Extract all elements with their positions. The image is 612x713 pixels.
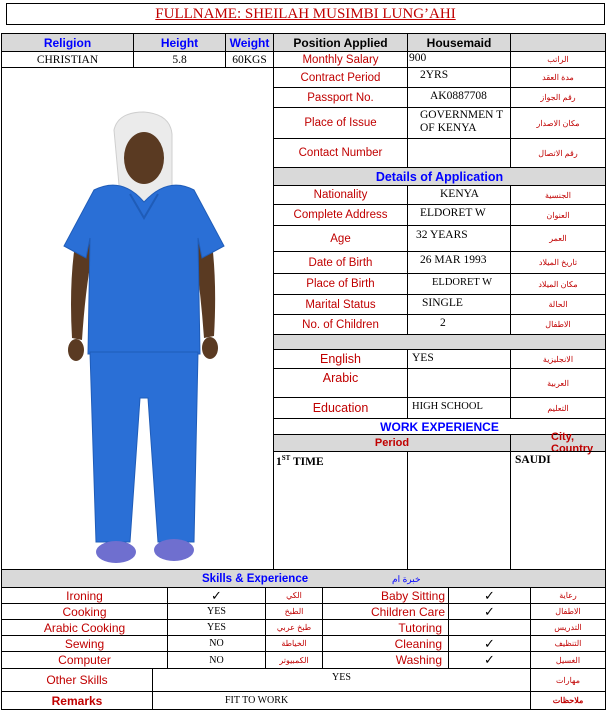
skill-computer-label: Computer xyxy=(1,651,168,669)
place-of-birth-label: Place of Birth xyxy=(273,273,408,295)
english-arabic: الانجليزية xyxy=(510,349,606,369)
candidate-photo xyxy=(2,68,273,569)
skill-baby-sitting-value: ✓ xyxy=(448,587,531,604)
skill-sewing-label: Sewing xyxy=(1,635,168,652)
skills-header xyxy=(1,569,606,588)
skill-computer-value: NO xyxy=(167,651,266,669)
english-label: English xyxy=(273,349,408,369)
arabic-value xyxy=(407,368,511,398)
skill-tutoring-label: Tutoring xyxy=(322,619,449,636)
skill-ironing-value: ✓ xyxy=(167,587,266,604)
education-label: Education xyxy=(273,397,408,419)
skill-ironing-arabic: الكي xyxy=(265,587,323,604)
skill-sewing-arabic: الخياطة xyxy=(265,635,323,652)
passport-no-arabic: رقم الجواز xyxy=(510,87,606,108)
period-header: Period xyxy=(273,434,511,452)
contact-number-label: Contact Number xyxy=(273,138,408,168)
work-period-number: 1 xyxy=(276,455,282,468)
page-title xyxy=(6,3,605,25)
no-of-children-label: No. of Children xyxy=(273,314,408,335)
position-header: Position Applied xyxy=(273,33,408,52)
no-of-children-value: 2 xyxy=(407,314,511,335)
age-label: Age xyxy=(273,225,408,252)
monthly-salary-value: 900 xyxy=(407,51,511,68)
place-of-birth-arabic: مكان الميلاد xyxy=(510,273,606,295)
spacer-bar xyxy=(273,334,606,350)
skill-children-care-value: ✓ xyxy=(448,603,531,620)
date-of-birth-arabic: تاريخ الميلاد xyxy=(510,251,606,274)
other-skills-value: YES xyxy=(152,668,531,692)
complete-address-value: ELDORET W xyxy=(407,204,511,226)
marital-status-value: SINGLE xyxy=(407,294,511,315)
skill-cleaning-arabic: التنظيف xyxy=(530,635,606,652)
skill-baby-sitting-label: Baby Sitting xyxy=(322,587,449,604)
religion-header: Religion xyxy=(1,33,134,52)
skill-baby-sitting-arabic: رعاية xyxy=(530,587,606,604)
skill-cleaning-label: Cleaning xyxy=(322,635,449,652)
date-of-birth-value: 26 MAR 1993 xyxy=(407,251,511,274)
marital-status-arabic: الحالة xyxy=(510,294,606,315)
skill-arabic-cooking-arabic: طبخ عربي xyxy=(265,619,323,636)
details-header: Details of Application xyxy=(273,167,606,186)
contact-number-value xyxy=(407,138,511,168)
work-city-cell: SAUDI xyxy=(510,451,606,570)
place-of-issue-arabic: مكان الاصدار xyxy=(510,107,606,139)
place-of-issue-value: GOVERNMEN T OF KENYA xyxy=(407,107,511,139)
nationality-arabic: الجنسية xyxy=(510,185,606,205)
skill-washing-label: Washing xyxy=(322,651,449,669)
work-period-cell xyxy=(273,451,408,570)
work-experience-header: WORK EXPERIENCE xyxy=(273,418,606,435)
education-value: HIGH SCHOOL xyxy=(407,397,511,419)
skill-cooking-value: YES xyxy=(167,603,266,620)
skill-tutoring-value xyxy=(448,619,531,636)
city-country-header: City, Country xyxy=(510,434,606,452)
skill-washing-value: ✓ xyxy=(448,651,531,669)
monthly-salary-arabic: الراتب xyxy=(510,51,606,68)
contact-number-arabic: رقم الاتصال xyxy=(510,138,606,168)
no-of-children-arabic: الاطفال xyxy=(510,314,606,335)
skill-children-care-label: Children Care xyxy=(322,603,449,620)
passport-no-value: AK0887708 xyxy=(407,87,511,108)
other-skills-arabic: مهارات xyxy=(530,668,606,692)
place-of-birth-value: ELDORET W xyxy=(407,273,511,295)
other-skills-label: Other Skills xyxy=(1,668,153,692)
weight-header: Weight xyxy=(225,33,274,52)
work-middle-cell xyxy=(407,451,511,570)
passport-no-label: Passport No. xyxy=(273,87,408,108)
skill-ironing-label: Ironing xyxy=(1,587,168,604)
skills-header-text: Skills & Experience xyxy=(202,573,309,585)
remarks-arabic: ملاحظات xyxy=(530,691,606,710)
english-value: YES xyxy=(407,349,511,369)
complete-address-label: Complete Address xyxy=(273,204,408,226)
age-value: 32 YEARS xyxy=(407,225,511,252)
complete-address-arabic: العنوان xyxy=(510,204,606,226)
height-value: 5.8 xyxy=(133,51,226,68)
skill-computer-arabic: الكمبيوتر xyxy=(265,651,323,669)
skills-header-arabic: خبرة ام xyxy=(392,574,421,584)
nationality-label: Nationality xyxy=(273,185,408,205)
skill-cooking-arabic: الطبخ xyxy=(265,603,323,620)
skill-cleaning-value: ✓ xyxy=(448,635,531,652)
contract-period-arabic: مدة العقد xyxy=(510,67,606,88)
date-of-birth-label: Date of Birth xyxy=(273,251,408,274)
remarks-value: FIT TO WORK xyxy=(152,691,531,710)
height-header: Height xyxy=(133,33,226,52)
skill-washing-arabic: الغسيل xyxy=(530,651,606,669)
arabic-language-arabic: العربية xyxy=(510,368,606,398)
work-period-suffix: TIME xyxy=(290,455,324,468)
skill-arabic-cooking-label: Arabic Cooking xyxy=(1,619,168,636)
nationality-value: KENYA xyxy=(407,185,511,205)
skill-tutoring-arabic: التدريس xyxy=(530,619,606,636)
marital-status-label: Marital Status xyxy=(273,294,408,315)
weight-value: 60KGS xyxy=(225,51,274,68)
skill-children-care-arabic: الاطفال xyxy=(530,603,606,620)
contract-period-label: Contract Period xyxy=(273,67,408,88)
housemaid-header: Housemaid xyxy=(407,33,511,52)
skill-cooking-label: Cooking xyxy=(1,603,168,620)
education-arabic: التعليم xyxy=(510,397,606,419)
contract-period-value: 2YRS xyxy=(407,67,511,88)
work-period-superscript: ST xyxy=(281,454,291,462)
monthly-salary-label: Monthly Salary xyxy=(273,51,408,68)
skill-sewing-value: NO xyxy=(167,635,266,652)
photo-cell xyxy=(1,67,274,570)
skill-arabic-cooking-value: YES xyxy=(167,619,266,636)
place-of-issue-label: Place of Issue xyxy=(273,107,408,139)
header-blank-cell xyxy=(510,33,606,52)
arabic-label: Arabic xyxy=(273,368,408,398)
fullname-text: FULLNAME: SHEILAH MUSIMBI LUNG’AHI xyxy=(155,5,456,22)
remarks-label: Remarks xyxy=(1,691,153,710)
religion-value: CHRISTIAN xyxy=(1,51,134,68)
age-arabic: العمر xyxy=(510,225,606,252)
